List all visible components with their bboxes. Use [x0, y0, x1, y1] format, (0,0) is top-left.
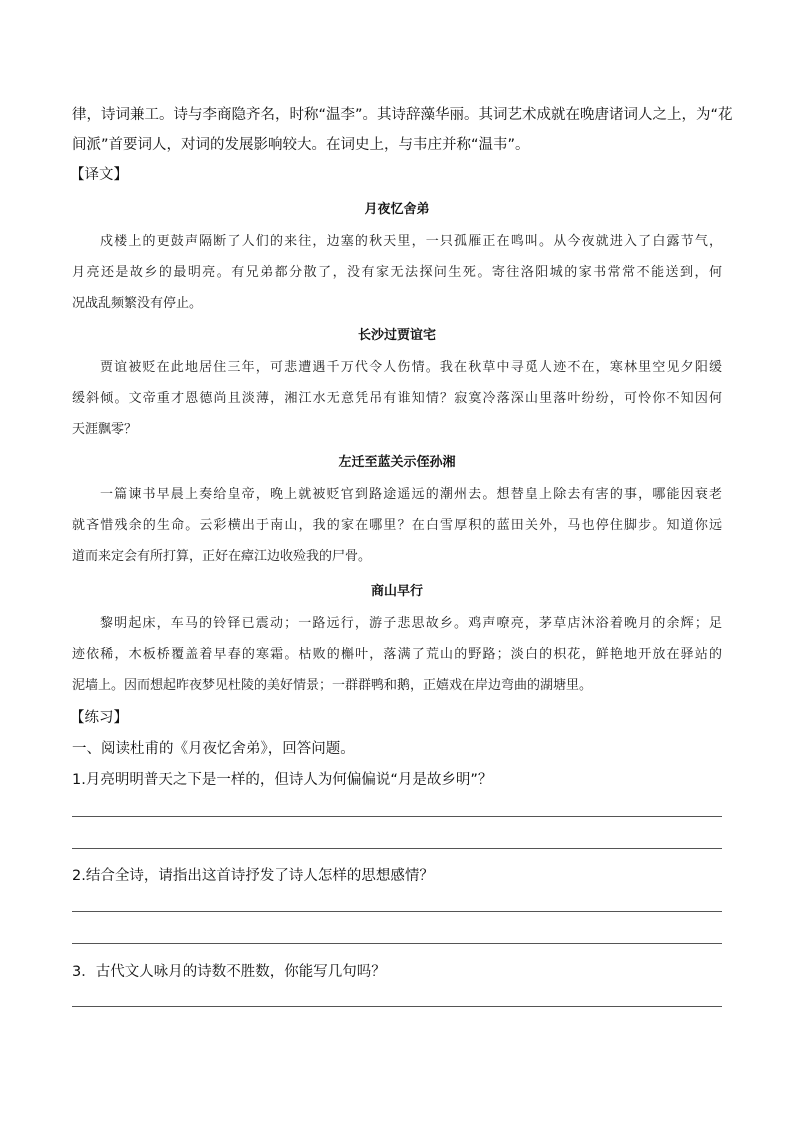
answer-line-1b[interactable]: [72, 848, 722, 849]
section-title-3: 左迁至蓝关示侄孙湘: [338, 455, 456, 470]
translation-heading: 【译文】: [70, 167, 128, 183]
section-1-line-3: 况战乱频繁没有停止。: [72, 296, 203, 311]
answer-line-1a[interactable]: [72, 816, 722, 817]
section-title-1: 月夜忆舍弟: [364, 202, 430, 217]
section-title-2: 长沙过贾谊宅: [357, 328, 436, 343]
section-4-line-2: 迹依稀，木板桥覆盖着早春的寒霜。枯败的槲叶，落满了荒山的野路；淡白的枳花，鲜艳地开放在驿站的: [72, 647, 722, 662]
section-2-line-2: 缓斜倾。文帝重才恩德尚且淡薄，湘江水无意凭吊有谁知情？寂寞冷落深山里落叶纷纷，可怜你不知因何: [72, 391, 722, 406]
answer-line-2b[interactable]: [72, 943, 722, 944]
question-2: 2.结合全诗，请指出这首诗抒发了诗人怎样的思想感情？: [72, 868, 434, 884]
section-4-line-1: 黎明起床，车马的铃铎已震动；一路远行，游子悲思故乡。鸡声嘹亮，茅草店沐浴着晚月的余辉；足: [100, 616, 722, 631]
intro-line-1: 律，诗词兼工。诗与李商隐齐名，时称“温李”。其诗辞藻华丽。其词艺术成就在晚唐诸词人之上，为“花: [72, 107, 733, 123]
answer-line-3a[interactable]: [72, 1006, 722, 1007]
section-2-line-3: 天涯飘零？: [72, 422, 138, 437]
section-3-line-1: 一篇谏书早晨上奏给皇帝，晚上就被贬官到路途遥远的潮州去。想替皇上除去有害的事，哪能因衰老: [100, 487, 722, 502]
answer-line-2a[interactable]: [72, 911, 722, 912]
section-2-line-1: 贾谊被贬在此地居住三年，可悲遭遇千万代令人伤情。我在秋草中寻觅人迹不在，寒林里空见夕阳缓: [100, 360, 722, 375]
section-3-line-3: 道而来定会有所打算，正好在瘴江边收殓我的尸骨。: [72, 549, 372, 564]
section-1-line-2: 月亮还是故乡的最明亮。有兄弟都分散了，没有家无法探问生死。寄往洛阳城的家书常常不能送到，何: [72, 265, 722, 280]
practice-heading: 【练习】: [70, 710, 128, 726]
section-title-4: 商山早行: [370, 584, 423, 599]
question-1: 1.月亮明明普天之下是一样的，但诗人为何偏偏说“月是故乡明”？: [72, 772, 493, 788]
section-1-line-1: 戍楼上的更鼓声隔断了人们的来往，边塞的秋天里，一只孤雁正在鸣叫。从今夜就进入了白露节气，: [100, 234, 722, 249]
question-3: 3．古代文人咏月的诗数不胜数，你能写几句吗？: [72, 964, 386, 980]
intro-line-2: 间派”首要词人，对词的发展影响较大。在词史上，与韦庄并称“温韦”。: [72, 137, 530, 153]
section-3-line-2: 就吝惜残余的生命。云彩横出于南山，我的家在哪里？在白雪厚积的蓝田关外，马也停住脚步。知道你远: [72, 518, 722, 533]
practice-part-1: 一、阅读杜甫的《月夜忆舍弟》，回答问题。: [72, 741, 355, 757]
section-4-line-3: 泥墙上。因而想起昨夜梦见杜陵的美好情景；一群群鸭和鹅，正嬉戏在岸边弯曲的湖塘里。: [72, 678, 593, 693]
